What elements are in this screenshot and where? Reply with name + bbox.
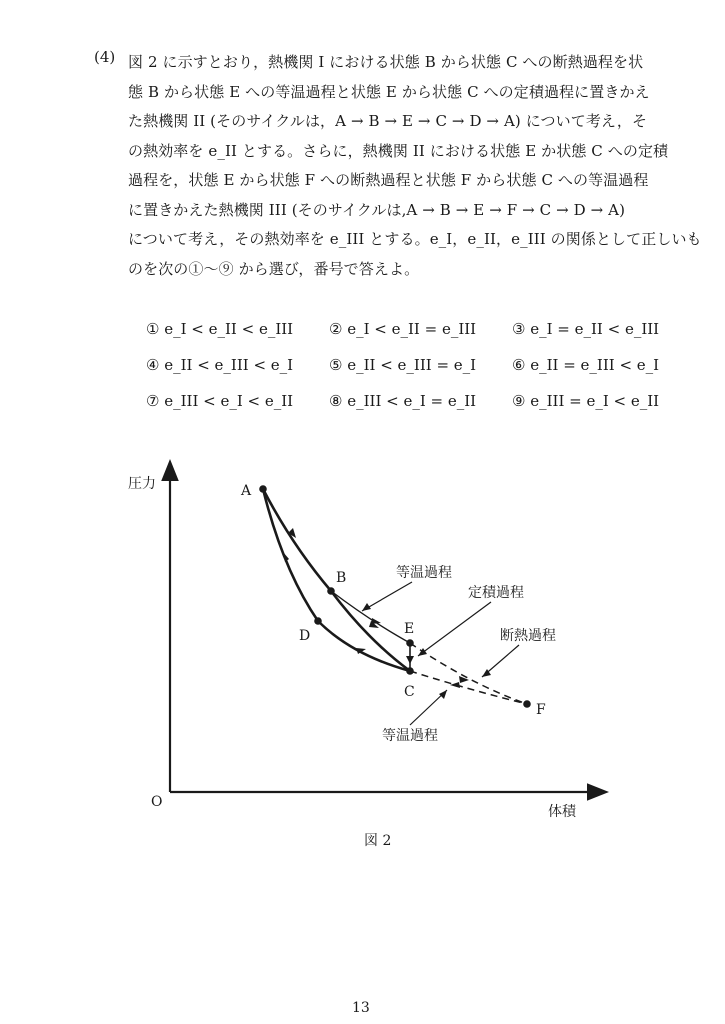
label-isothermal-top: 等温過程 [396, 565, 452, 581]
arrow-e-c [406, 656, 414, 664]
question-line: に置きかえた熱機関 III (そのサイクルは,A → B → E → F → C → D → A) [128, 200, 626, 219]
y-axis-label: 圧力 [128, 476, 156, 492]
point-c [406, 667, 414, 675]
leader-isothermal-top [362, 582, 412, 611]
leader-isothermal-bottom-head [439, 690, 447, 699]
curve-f-c-isothermal [410, 671, 527, 704]
choice-4: ④ e_II < e_III < e_I [146, 356, 294, 374]
label-adiabatic: 断熱過程 [500, 628, 556, 644]
point-f [523, 700, 531, 708]
point-b [327, 587, 335, 595]
question-line: について考え，その熱効率を e_III とする。e_I，e_II，e_III の関係として正しいも [128, 230, 702, 248]
leader-isochoric-head [418, 648, 427, 656]
origin-label: O [151, 794, 163, 810]
curve-a-b [263, 489, 331, 591]
leader-isochoric [418, 602, 491, 656]
question-line: た熱機関 II (そのサイクルは，A → B → E → C → D → A) について考え，そ [128, 112, 648, 130]
question-number: (4) [94, 48, 116, 66]
point-d [314, 617, 322, 625]
point-d-label: D [299, 628, 311, 644]
choice-1: ① e_I < e_II < e_III [146, 320, 294, 338]
label-isothermal-bottom: 等温過程 [382, 728, 438, 744]
question-text [128, 48, 702, 284]
choice-6: ⑥ e_II = e_III < e_I [512, 356, 660, 374]
choice-3: ③ e_I = e_II < e_III [512, 320, 660, 338]
label-isochoric: 定積過程 [468, 585, 524, 601]
x-axis-label: 体積 [548, 804, 576, 820]
point-a [259, 485, 267, 493]
curve-b-c-adiabatic [331, 591, 410, 671]
choice-2: ② e_I < e_II = e_III [329, 320, 477, 338]
curve-e-f-adiabatic [410, 643, 527, 704]
point-b-label: B [336, 570, 347, 586]
page-number: 13 [352, 1000, 370, 1016]
point-f-label: F [536, 702, 546, 718]
question-line: 図 2 に示すとおり，熱機関 I における状態 B から状態 C への断熱過程を状 [128, 53, 644, 71]
arrow-b-e [371, 618, 381, 624]
leader-isothermal-top-head [362, 603, 371, 611]
choice-7: ⑦ e_III < e_I < e_II [146, 392, 294, 410]
question-line: の熱効率を e_II とする。さらに，熱機関 II における状態 E か状態 C への定積 [128, 141, 669, 160]
choice-9: ⑨ e_III = e_I < e_II [512, 392, 660, 410]
question-line: 態 B から状態 E への等温過程と状態 E から状態 C への定積過程に置きかえ [128, 82, 650, 101]
question-line: 過程を，状態 E から状態 F への断熱過程と状態 F から状態 C への等温過程 [128, 171, 649, 189]
pv-diagram [0, 440, 725, 830]
point-e-label: E [404, 621, 415, 637]
choice-8: ⑧ e_III < e_I = e_II [329, 392, 477, 410]
question-line: のを次の①～⑨ から選び，番号で答えよ。 [128, 259, 420, 278]
figure-caption: 図 2 [364, 833, 392, 849]
point-e [406, 639, 414, 647]
point-a-label: A [241, 483, 252, 499]
point-c-label: C [404, 684, 415, 700]
choice-5: ⑤ e_II < e_III = e_I [329, 356, 477, 374]
curve-a-d [263, 489, 318, 621]
